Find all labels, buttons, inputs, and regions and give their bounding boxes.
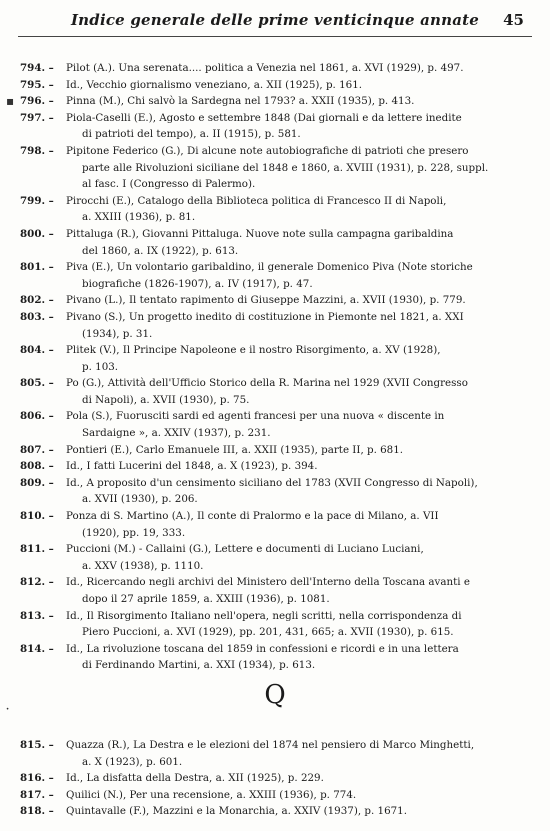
entry-line: a. XXV (1938), p. 1110. <box>82 559 204 572</box>
entry-line: Plitek (V.), Il Principe Napoleone e il nostro Risorgimento, a. XV (1928), <box>66 344 441 357</box>
entry-line: Id., A proposito d'un censimento siciliano del 1783 (XVII Congresso di Napoli), <box>66 476 478 489</box>
entry-number: 799. – <box>20 194 54 207</box>
margin-dot: · <box>6 705 10 715</box>
index-entry <box>0 458 550 475</box>
entry-number: 806. – <box>20 410 54 423</box>
entry-number: 796. – <box>20 95 54 108</box>
entry-line: Quintavalle (F.), Mazzini e la Monarchia, a. XXIV (1937), p. 1671. <box>66 805 408 818</box>
page-number: 45 <box>503 11 524 29</box>
entry-line: Ponza di S. Martino (A.), Il conte di Pralormo e la pace di Milano, a. VII <box>66 510 439 523</box>
index-entry <box>0 803 550 820</box>
entry-line: Po (G.), Attività dell'Ufficio Storico della R. Marina nel 1929 (XVII Congresso <box>66 377 468 390</box>
entry-number: 816. – <box>20 772 54 785</box>
index-entry <box>0 375 550 408</box>
index-entry <box>0 309 550 342</box>
entry-line: Pilot (A.). Una serenata.... politica a Venezia nel 1861, a. XVI (1929), p. 497. <box>66 62 464 74</box>
entry-line: Piero Puccioni, a. XVI (1929), pp. 201, 431, 665; a. XVII (1930), p. 615. <box>82 626 454 639</box>
entry-line: Id., La disfatta della Destra, a. XII (1925), p. 229. <box>66 772 324 785</box>
index-entries-p <box>0 60 550 674</box>
entry-line: Pivano (S.), Un progetto inedito di costituzione in Piemonte nel 1821, a. XXI <box>66 310 464 323</box>
entry-line: Id., Il Risorgimento Italiano nell'opera, negli scritti, nella corrispondenza di <box>66 609 462 622</box>
index-entry <box>0 641 550 674</box>
index-entry <box>0 93 550 110</box>
page-header <box>0 11 550 33</box>
entry-line: del 1860, a. IX (1922), p. 613. <box>82 244 239 257</box>
entry-number: 811. – <box>20 543 54 556</box>
index-entry <box>0 508 550 541</box>
index-entry <box>0 475 550 508</box>
entry-line: Pola (S.), Fuorusciti sardi ed agenti francesi per una nuova « discente in <box>66 410 445 423</box>
entry-line: Piva (E.), Un volontario garibaldino, il generale Domenico Piva (Note storiche <box>66 261 473 274</box>
entry-number: 805. – <box>20 377 54 390</box>
entry-line: al fasc. I (Congresso di Palermo). <box>82 178 256 191</box>
index-entry <box>0 408 550 441</box>
entry-line: Sardaigne », a. XXIV (1937), p. 231. <box>82 427 271 440</box>
entry-line: di Ferdinando Martini, a. XXI (1934), p. 613. <box>82 659 316 672</box>
entry-number: 815. – <box>20 739 54 751</box>
entry-number: 812. – <box>20 576 54 589</box>
entry-number: 801. – <box>20 261 54 274</box>
entry-line: a. X (1923), p. 601. <box>82 755 183 768</box>
entry-line: parte alle Rivoluzioni siciliane del 1848 e 1860, a. XVIII (1931), p. 228, suppl. <box>82 161 489 174</box>
entry-line: p. 103. <box>82 360 119 373</box>
entry-line: Pontieri (E.), Carlo Emanuele III, a. XXII (1935), parte II, p. 681. <box>66 443 404 456</box>
entry-line: dopo il 27 aprile 1859, a. XXIII (1936), p. 1081. <box>82 593 330 605</box>
entry-line: Pirocchi (E.), Catalogo della Biblioteca politica di Francesco II di Napoli, <box>66 194 447 207</box>
entry-line: Id., La rivoluzione toscana del 1859 in confessioni e ricordi e in una lettera <box>66 642 459 655</box>
entry-number: 813. – <box>20 609 54 622</box>
entry-number: 794. – <box>20 62 54 74</box>
entry-number: 810. – <box>20 510 54 523</box>
index-entry <box>0 226 550 259</box>
entry-line: Quilici (N.), Per una recensione, a. XXIII (1936), p. 774. <box>66 788 357 801</box>
entry-line: Id., Ricercando negli archivi del Ministero dell'Interno della Toscana avanti e <box>66 576 470 589</box>
index-entry <box>0 193 550 226</box>
index-entries-q <box>0 737 550 820</box>
index-entry <box>0 737 550 770</box>
index-entry <box>0 292 550 309</box>
margin-mark: ▪ <box>6 94 15 108</box>
entry-line: Pittaluga (R.), Giovanni Pittaluga. Nuove note sulla campagna garibaldina <box>66 227 454 240</box>
index-entry <box>0 77 550 94</box>
entry-line: Puccioni (M.) - Callaini (G.), Lettere e documenti di Luciano Luciani, <box>66 543 424 556</box>
index-entry <box>0 60 550 77</box>
entry-line: Pipitone Federico (G.), Di alcune note autobiografiche di patrioti che presero <box>66 144 469 157</box>
entry-line: (1934), p. 31. <box>82 327 153 340</box>
entry-number: 814. – <box>20 642 54 655</box>
entry-line: a. XVII (1930), p. 206. <box>82 493 198 506</box>
entry-number: 818. – <box>20 805 54 818</box>
index-entry <box>0 342 550 375</box>
entry-line: di Napoli), a. XVII (1930), p. 75. <box>82 393 250 406</box>
entry-number: 795. – <box>20 78 54 91</box>
entry-line: Pinna (M.), Chi salvò la Sardegna nel 1793? a. XXII (1935), p. 413. <box>66 95 415 108</box>
entry-line: biografiche (1826-1907), a. IV (1917), p. 47. <box>82 277 313 290</box>
entry-number: 803. – <box>20 310 54 323</box>
entry-number: 809. – <box>20 476 54 489</box>
index-entry <box>0 143 550 193</box>
index-entry <box>0 787 550 804</box>
page-title: Indice generale delle prime venticinque annate <box>70 11 480 29</box>
entry-line: Pivano (L.), Il tentato rapimento di Giuseppe Mazzini, a. XVII (1930), p. 779. <box>66 294 466 307</box>
entry-number: 802. – <box>20 294 54 307</box>
entry-line: di patrioti del tempo), a. II (1915), p. 581. <box>82 128 301 141</box>
index-entry <box>0 442 550 459</box>
section-letter: Q <box>264 680 286 710</box>
index-entry <box>0 541 550 574</box>
entry-number: 808. – <box>20 460 54 473</box>
index-entry <box>0 259 550 292</box>
entry-number: 807. – <box>20 443 54 456</box>
entry-number: 798. – <box>20 144 54 157</box>
header-rule <box>18 36 532 37</box>
entry-number: 800. – <box>20 227 54 240</box>
entry-line: Piola-Caselli (E.), Agosto e settembre 1848 (Dai giornali e da lettere inedite <box>66 111 462 124</box>
index-entry <box>0 770 550 787</box>
entry-line: Quazza (R.), La Destra e le elezioni del 1874 nel pensiero di Marco Minghetti, <box>66 739 475 751</box>
index-entry <box>0 608 550 641</box>
index-entry <box>0 110 550 143</box>
entry-number: 817. – <box>20 788 54 801</box>
entry-line: (1920), pp. 19, 333. <box>82 526 186 539</box>
index-entry <box>0 574 550 607</box>
entry-number: 804. – <box>20 344 54 357</box>
entry-number: 797. – <box>20 111 54 124</box>
entry-line: Id., Vecchio giornalismo veneziano, a. XII (1925), p. 161. <box>66 78 363 91</box>
entry-line: Id., I fatti Lucerini del 1848, a. X (1923), p. 394. <box>66 460 318 473</box>
entry-line: a. XXIII (1936), p. 81. <box>82 211 196 224</box>
